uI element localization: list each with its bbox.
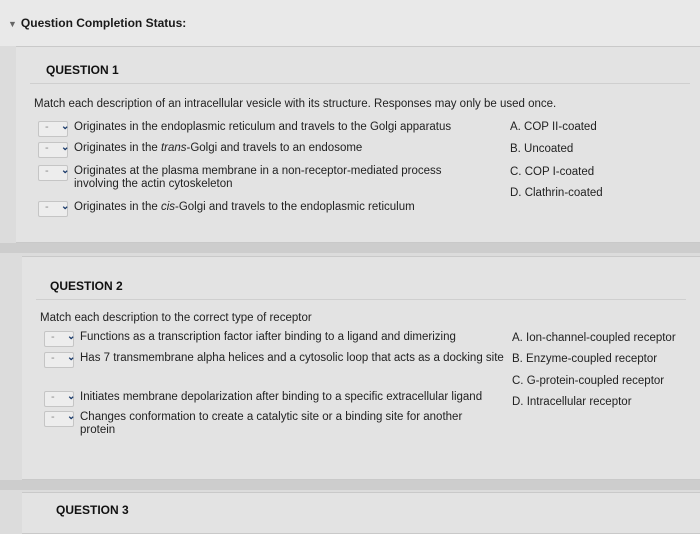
section-divider — [0, 480, 700, 490]
match-select[interactable]: - ⌄ — [44, 352, 74, 368]
question-2-prompt: Match each description to the correct type of receptor — [40, 312, 312, 324]
match-select[interactable]: - ⌄ — [38, 165, 68, 181]
match-description: Originates at the plasma membrane in a non-receptor-mediated process involving the actin cytoskeleton — [74, 165, 442, 190]
status-bar — [0, 0, 700, 46]
question-2-panel — [22, 256, 700, 480]
chevron-down-icon: ⌄ — [61, 165, 70, 176]
question-1-title: QUESTION 1 — [46, 63, 119, 77]
match-description: Changes conformation to create a catalytic site or a binding site for another protein — [80, 411, 463, 436]
status-title: Question Completion Status: — [20, 16, 187, 30]
match-description: Has 7 transmembrane alpha helices and a cytosolic loop that acts as a docking site — [80, 352, 504, 364]
answer-option: C. COP I-coated — [510, 166, 595, 178]
match-select[interactable]: - ⌄ — [38, 121, 68, 137]
match-description: Initiates membrane depolarization after binding to a specific extracellular ligand — [80, 391, 483, 403]
chevron-down-icon: ⌄ — [61, 142, 70, 153]
match-select[interactable]: - ⌄ — [44, 411, 74, 427]
answer-option: A. Ion-channel-coupled receptor — [512, 332, 676, 344]
section-divider — [0, 243, 700, 253]
match-description: Originates in the endoplasmic reticulum and travels to the Golgi apparatus — [74, 121, 452, 133]
chevron-down-icon: ⌄ — [61, 201, 70, 212]
match-description: Originates in the cis-Golgi and travels to the endoplasmic reticulum — [74, 201, 415, 213]
question-3-panel — [22, 492, 700, 534]
match-description: Functions as a transcription factor iafter binding to a ligand and dimerizing — [80, 331, 456, 343]
triangle-down-icon[interactable]: ▼ — [8, 19, 17, 29]
match-select[interactable]: - ⌄ — [38, 142, 68, 158]
answer-option: A. COP II-coated — [510, 121, 597, 133]
question-3-title: QUESTION 3 — [56, 503, 129, 517]
answer-option: B. Enzyme-coupled receptor — [512, 353, 658, 365]
question-2-title: QUESTION 2 — [50, 279, 123, 293]
match-row — [38, 165, 498, 193]
match-description: Originates in the trans-Golgi and travels to an endosome — [74, 142, 363, 154]
divider — [30, 83, 690, 84]
match-row — [38, 142, 498, 156]
answer-option: B. Uncoated — [510, 143, 574, 155]
answer-option: C. G-protein-coupled receptor — [512, 375, 665, 387]
question-1-prompt: Match each description of an intracellular vesicle with its structure. Responses may only be used once. — [34, 98, 557, 110]
match-row — [44, 391, 514, 405]
question-1-panel — [16, 46, 700, 243]
match-row — [44, 411, 514, 439]
chevron-down-icon: ⌄ — [67, 352, 76, 363]
chevron-down-icon: ⌄ — [67, 411, 76, 422]
match-row — [38, 201, 498, 215]
divider — [36, 299, 686, 300]
chevron-down-icon: ⌄ — [61, 121, 70, 132]
match-row — [44, 352, 514, 380]
chevron-down-icon: ⌄ — [67, 391, 76, 402]
match-select[interactable]: - ⌄ — [44, 331, 74, 347]
answer-option: D. Intracellular receptor — [512, 396, 632, 408]
match-select[interactable]: - ⌄ — [44, 391, 74, 407]
match-row — [38, 121, 498, 135]
status-heading[interactable] — [8, 16, 186, 30]
match-select[interactable]: - ⌄ — [38, 201, 68, 217]
chevron-down-icon: ⌄ — [67, 331, 76, 342]
answer-option: D. Clathrin-coated — [510, 187, 603, 199]
match-row — [44, 331, 514, 345]
